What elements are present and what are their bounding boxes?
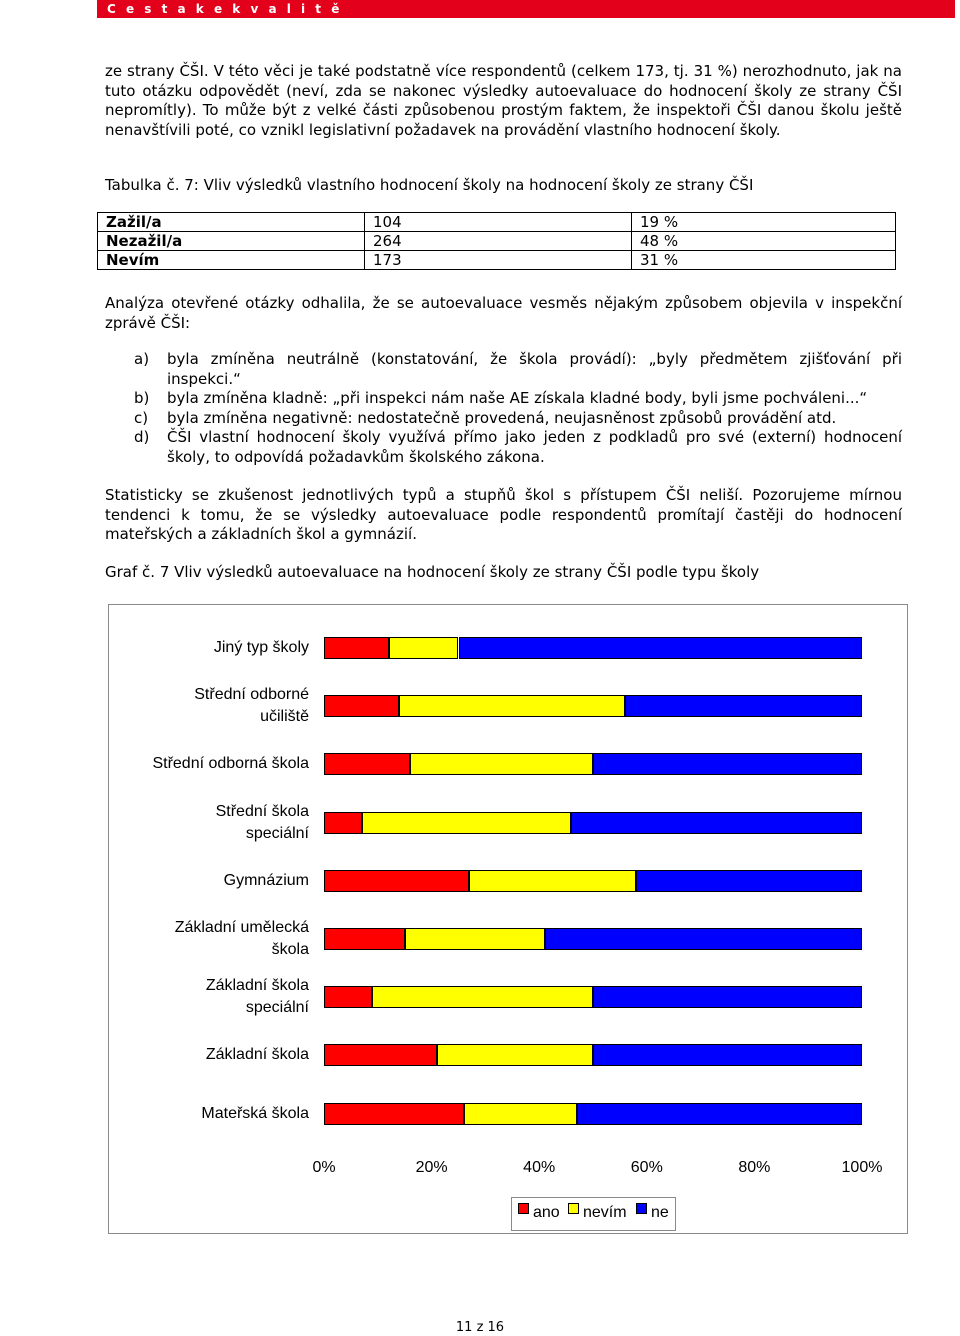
bar-segment bbox=[405, 928, 545, 950]
list-marker: b) bbox=[134, 389, 150, 407]
table-row bbox=[98, 213, 896, 232]
results-table bbox=[97, 212, 896, 270]
table-row bbox=[98, 251, 896, 270]
category-label: Střední odborná škola bbox=[152, 755, 309, 773]
bar-segment bbox=[324, 637, 389, 659]
category-label: Střední škola speciální bbox=[215, 802, 309, 842]
list-item bbox=[134, 389, 902, 409]
legend-label-ne: ne bbox=[651, 1204, 669, 1221]
bar-segment bbox=[571, 812, 862, 834]
bar-segment bbox=[593, 1044, 862, 1066]
category-label: Gymnázium bbox=[223, 871, 309, 889]
bar-segment bbox=[577, 1103, 862, 1125]
row-pct: 48 % bbox=[632, 232, 896, 251]
bar-segment bbox=[324, 1044, 437, 1066]
page-number: 11 z 16 bbox=[455, 1320, 505, 1335]
list-text: byla zmíněna neutrálně (konstatování, že škola provádí): „byly předmětem zjišťování při inspekci.“ bbox=[167, 350, 902, 388]
bar-segment bbox=[636, 870, 862, 892]
bar-segment bbox=[399, 695, 625, 717]
graph-caption: Graf č. 7 Vliv výsledků autoevaluace na hodnocení školy ze strany ČŠI podle typu školy bbox=[105, 563, 760, 581]
bar-segment bbox=[324, 1103, 464, 1125]
list-item bbox=[134, 350, 902, 389]
table-caption: Tabulka č. 7: Vliv výsledků vlastního hodnocení školy na hodnocení školy ze strany ČŠI bbox=[105, 176, 754, 194]
category-label: Jiný typ školy bbox=[213, 639, 309, 656]
list-marker: a) bbox=[134, 350, 150, 368]
category-label: Základní umělecká škola bbox=[174, 919, 309, 958]
list-text: byla zmíněna negativně: nedostatečně provedená, neujasněnost způsobů provádění atd. bbox=[167, 408, 837, 427]
findings-list bbox=[134, 350, 902, 467]
list-text: byla zmíněna kladně: „při inspekci nám naše AE získala kladné body, byli jsme pochváleni...“ bbox=[167, 389, 868, 407]
list-item bbox=[134, 428, 902, 467]
legend-label-ano: ano bbox=[533, 1204, 560, 1221]
stats-paragraph: Statisticky se zkušenost jednotlivých typů a stupňů škol s přístupem ČŠI neliší. Pozorujeme mírnou tendenci k tomu, že se výsledky autoevaluace podle respondentů promítají častěji do hodnocení mateřských a základních škol a gymnázií. bbox=[105, 486, 902, 543]
row-count: 264 bbox=[365, 232, 632, 251]
legend-label-nevim: nevím bbox=[583, 1204, 627, 1221]
bar-segment bbox=[324, 928, 405, 950]
bar-segment bbox=[469, 870, 636, 892]
header-bar bbox=[97, 0, 955, 18]
stacked-bar-chart bbox=[108, 604, 908, 1234]
legend-swatch-nevim bbox=[568, 1203, 579, 1214]
bar-segment bbox=[593, 753, 862, 775]
list-item bbox=[134, 409, 902, 429]
row-label: Zažil/a bbox=[98, 213, 365, 232]
list-marker: c) bbox=[134, 408, 149, 427]
row-pct: 19 % bbox=[632, 213, 896, 232]
table-row bbox=[98, 232, 896, 251]
legend-swatch-ne bbox=[636, 1203, 647, 1214]
header-title: C e s t a k e k v a l i t ě bbox=[107, 2, 343, 16]
bar-segment bbox=[545, 928, 862, 950]
list-marker: d) bbox=[134, 428, 150, 446]
row-label: Nezažil/a bbox=[98, 232, 365, 251]
list-text: ČŠI vlastní hodnocení školy využívá přímo jako jeden z podkladů pro své (externí) hodnocení školy, to odpovídá požadavkům školského zákona. bbox=[167, 428, 902, 466]
legend-swatch-ano bbox=[518, 1203, 529, 1214]
bar-segment bbox=[593, 986, 862, 1008]
bar-segment bbox=[362, 812, 572, 834]
x-tick-label: 100% bbox=[841, 1159, 883, 1176]
bar-segment bbox=[459, 637, 863, 659]
x-tick-label: 0% bbox=[312, 1159, 336, 1176]
bar-segment bbox=[324, 812, 362, 834]
bar-segment bbox=[410, 753, 593, 775]
bar-segment bbox=[372, 986, 593, 1008]
row-label: Nevím bbox=[98, 251, 365, 270]
category-label: Mateřská škola bbox=[201, 1104, 309, 1122]
bar-segment bbox=[324, 695, 399, 717]
category-label: Střední odborné učiliště bbox=[194, 686, 309, 726]
analysis-paragraph: Analýza otevřené otázky odhalila, že se autoevaluace vesměs nějakým způsobem objevila v inspekční zprávě ČŠI: bbox=[105, 294, 902, 332]
bar-segment bbox=[324, 870, 469, 892]
category-label: Základní škola bbox=[205, 1046, 309, 1064]
x-tick-label: 20% bbox=[415, 1159, 448, 1176]
bar-segment bbox=[464, 1103, 577, 1125]
category-label: Základní škola speciální bbox=[205, 977, 309, 1017]
row-count: 104 bbox=[365, 213, 632, 232]
bar-segment bbox=[324, 753, 410, 775]
row-pct: 31 % bbox=[632, 251, 896, 270]
intro-paragraph: ze strany ČŠI. V této věci je také podstatně více respondentů (celkem 173, tj. 31 %) nerozhodnuto, jak na tuto otázku odpovědět (neví, zda se nakonec výsledky autoevaluace do hodnocení školy ze strany ČŠI nepromítly). To může být z velké části způsobenou prostým faktem, že inspektoři ČŠI danou školu ještě nenavštívili poté, co vznikl legislativní požadavek na provádění vlastního hodnocení školy. bbox=[105, 62, 902, 139]
bar-segment bbox=[437, 1044, 593, 1066]
row-count: 173 bbox=[365, 251, 632, 270]
bar-segment bbox=[324, 986, 372, 1008]
bar-segment bbox=[625, 695, 862, 717]
x-tick-label: 40% bbox=[523, 1159, 556, 1176]
x-tick-label: 60% bbox=[630, 1159, 663, 1176]
bar-segment bbox=[389, 637, 459, 659]
x-tick-label: 80% bbox=[738, 1159, 771, 1176]
chart-legend bbox=[511, 1197, 676, 1231]
